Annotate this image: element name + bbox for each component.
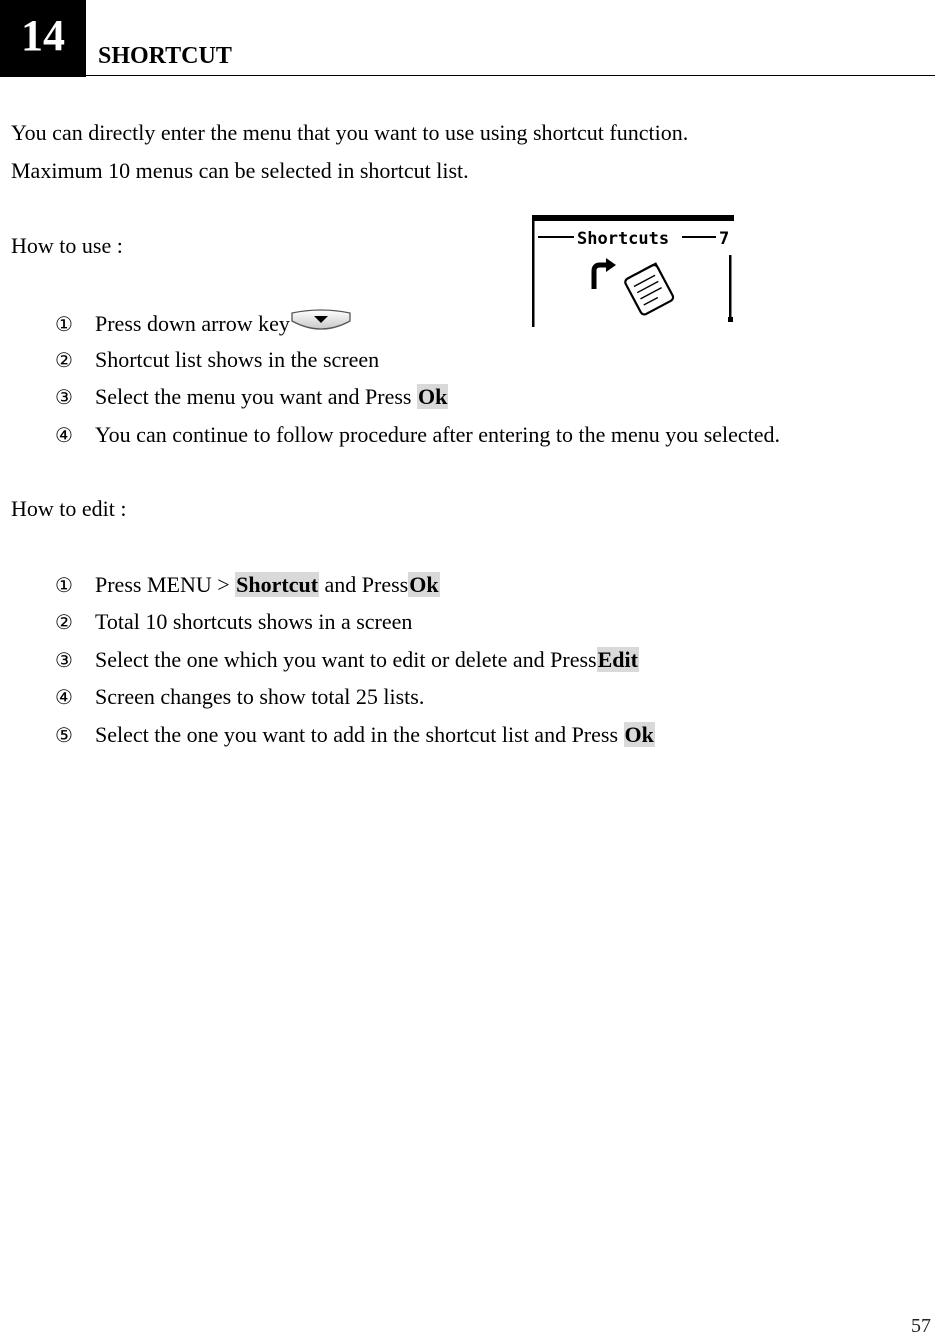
edit-step-2 [55, 609, 412, 635]
edit-step-4 [55, 684, 424, 710]
intro-line-1: You can directly enter the menu that you want to use using shortcut function. [11, 120, 689, 145]
step-text-mid: and Press [319, 572, 409, 597]
step-number: ③ [55, 648, 73, 672]
step-number: ⑤ [55, 723, 73, 747]
page-number: 57 [911, 1315, 931, 1337]
down-arrow-key-icon [290, 307, 352, 343]
step-text: Select the one you want to add in the shortcut list and Press [95, 722, 624, 747]
edit-step-1 [55, 572, 440, 598]
shortcut-arrow-icon [594, 258, 616, 289]
how-to-edit-heading: How to edit : [11, 496, 127, 521]
chapter-title: SHORTCUT [98, 43, 232, 69]
step-text: You can continue to follow procedure after entering to the menu you selected. [95, 422, 781, 447]
step-number: ④ [55, 423, 73, 447]
edit-key-label: Edit [597, 647, 638, 672]
step-text: Press down arrow key [95, 311, 290, 336]
edit-step-5 [55, 722, 655, 748]
ok-key-label: Ok [624, 722, 654, 747]
ok-key-label: Ok [418, 384, 448, 409]
how-to-use-heading: How to use : [11, 233, 123, 258]
step-text: Shortcut list shows in the screen [95, 347, 380, 372]
step-number: ② [55, 348, 73, 372]
step-number: ② [55, 610, 73, 634]
chapter-number [0, 0, 86, 77]
memo-icon [624, 264, 675, 316]
step-number: ④ [55, 685, 73, 709]
intro-line-2: Maximum 10 menus can be selected in shortcut list. [11, 158, 469, 183]
title-divider [86, 75, 935, 76]
use-step-3 [55, 384, 448, 410]
chapter-number-text: 14 [21, 11, 65, 60]
shortcut-menu-label: Shortcut [236, 572, 319, 597]
use-step-4 [55, 422, 780, 448]
step-number: ③ [55, 385, 73, 409]
step-text: Screen changes to show total 25 lists. [95, 684, 425, 709]
edit-step-3 [55, 647, 639, 673]
screen-title: Shortcuts [577, 229, 670, 249]
shortcuts-screen-image [532, 215, 736, 327]
use-step-1 [55, 311, 352, 343]
step-text: Press MENU > [95, 572, 236, 597]
step-number: ① [55, 312, 73, 336]
step-text: Total 10 shortcuts shows in a screen [95, 609, 413, 634]
step-number: ① [55, 573, 73, 597]
ok-key-label: Ok [409, 572, 439, 597]
step-text: Select the menu you want and Press [95, 384, 417, 409]
screen-count: 7 [719, 229, 730, 249]
use-step-2 [55, 347, 379, 373]
step-text: Select the one which you want to edit or delete and Press [95, 647, 597, 672]
